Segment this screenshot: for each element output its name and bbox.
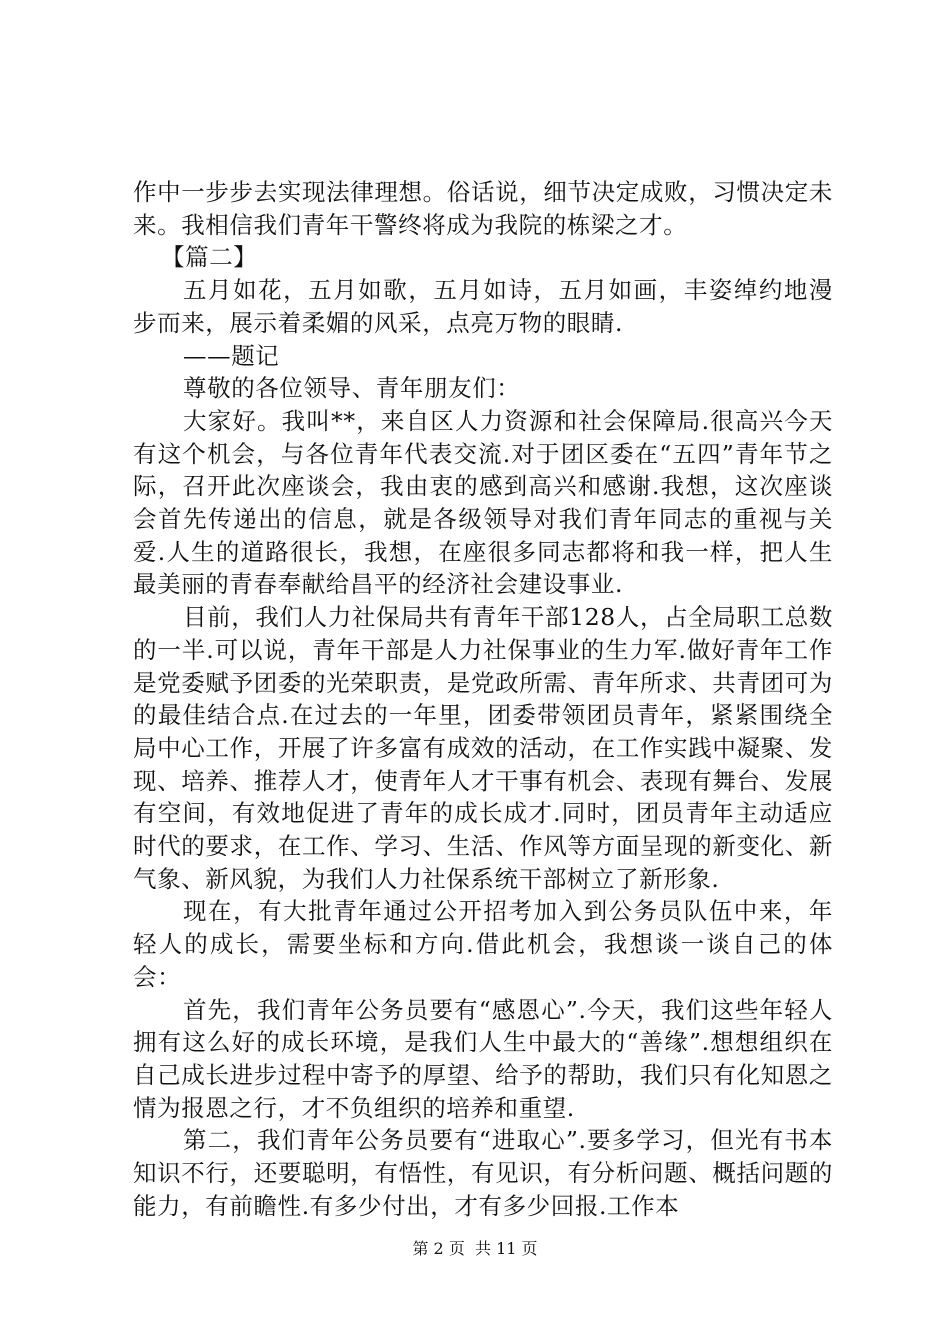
paragraph-continuation: 作中一步步去实现法律理想。俗话说，细节决定成败，习惯决定未来。我相信我们青年干警终将成为我院的栋梁之才。 — [133, 178, 833, 239]
epigraph-text: 五月如花，五月如歌，五月如诗，五月如画，丰姿绰约地漫步而来，展示着柔媚的风采，点亮万物的眼睛. — [133, 276, 833, 337]
paragraph-point-two: 第二，我们青年公务员要有“进取心”.要多学习，但光有书本知识不行，还要聪明，有悟性，有见识，有分析问题、概括问题的能力，有前瞻性.有多少付出，才有多少回报.工作本 — [133, 1126, 833, 1220]
salutation: 尊敬的各位领导、青年朋友们： — [183, 374, 521, 403]
page-number-label: 第 2 页 共 11 页 — [412, 1239, 538, 1258]
paragraph-current-situation: 目前，我们人力社保局共有青年干部128人，占全局职工总数的一半.可以说，青年干部是人力社保事业的生力军.做好青年工作是党委赋予团委的光荣职责，是党政所需、青年所求、共青团可为的最佳结合点.在过去的一年里，团委带领团员青年，紧紧围绕全局中心工作，开展了许多富有成效的活动，在工作实践中凝聚、发现、培养、推荐人才，使青年人才干事有机会、表现有舞台、发展有空间，有效地促进了青年的成长成才.同时，团员青年主动适应时代的要求，在工作、学习、生活、作风等方面呈现的新变化、新气象、新风貌，为我们人力社保系统干部树立了新形象. — [133, 603, 833, 893]
paragraph-reflection-intro: 现在，有大批青年通过公开招考加入到公务员队伍中来，年轻人的成长，需要坐标和方向.借此机会，我想谈一谈自己的体会： — [133, 897, 833, 991]
paragraph-point-one: 首先，我们青年公务员要有“感恩心”.今天，我们这些年轻人拥有这么好的成长环境，是我们人生中最大的“善缘”.想想组织在自己成长进步过程中寄予的厚望、给予的帮助，我们只有化知恩之情为报恩之行，才不负组织的培养和重望. — [133, 995, 833, 1122]
epigraph-attribution: ——题记 — [183, 341, 280, 370]
page-footer — [0, 1239, 950, 1259]
paragraph-greeting: 大家好。我叫**，来自区人力资源和社会保障局.很高兴今天有这个机会，与各位青年代表交流.对于团区委在“五四”青年节之际，召开此次座谈会，我由衷的感到高兴和感谢.我想，这次座谈会首先传递出的信息，就是各级领导对我们青年同志的重视与关爱.人生的道路很长，我想，在座很多同志都将和我一样，把人生最美丽的青春奉献给昌平的经济社会建设事业. — [133, 406, 833, 599]
section-heading: 【篇二】 — [161, 243, 258, 272]
document-body — [133, 176, 833, 1223]
